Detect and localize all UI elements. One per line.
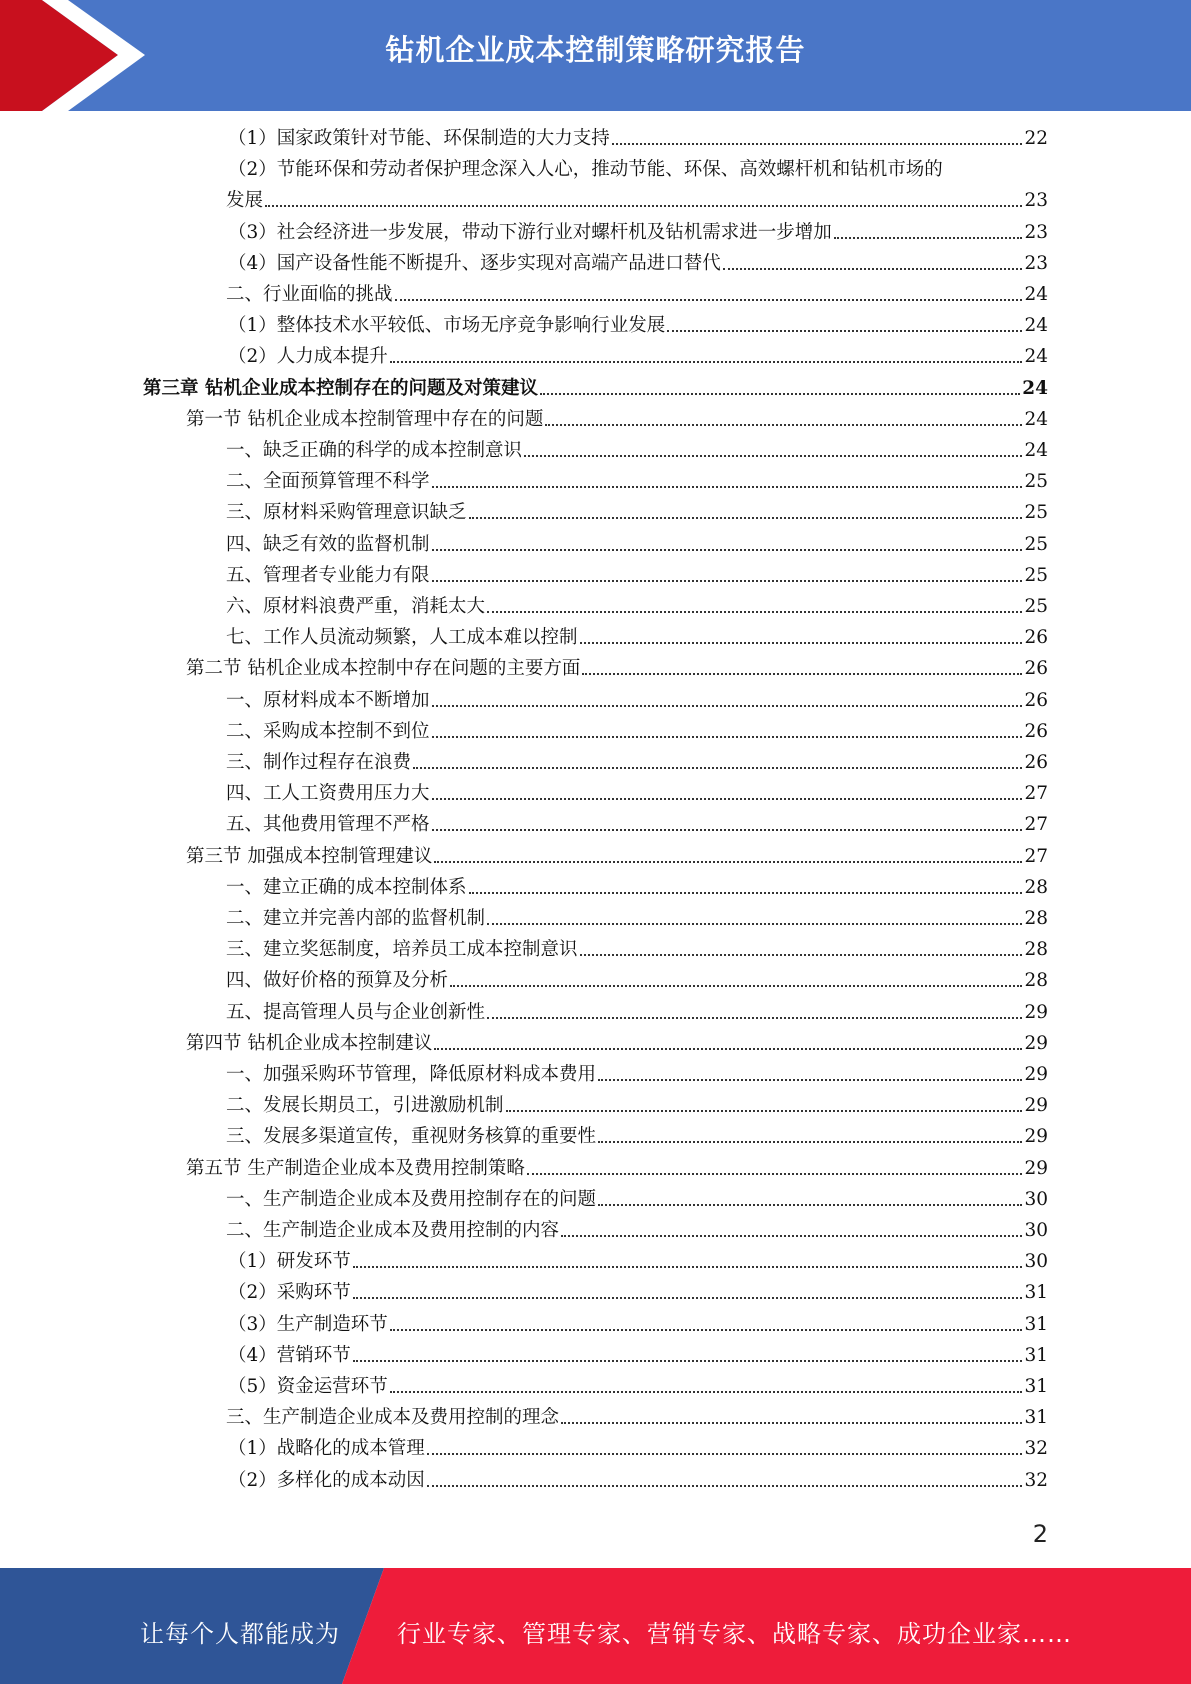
toc-dot-leader (390, 361, 1023, 363)
toc-dot-leader (612, 143, 1023, 145)
toc-page-number: 31 (1024, 1376, 1048, 1397)
toc-entry-title: 四、缺乏有效的监督机制 (226, 533, 430, 555)
toc-entry[interactable] (226, 1188, 1048, 1212)
toc-entry[interactable] (228, 314, 1048, 338)
toc-dot-leader (487, 611, 1022, 613)
toc-entry-title: 第三章 钻机企业成本控制存在的问题及对策建议 (143, 377, 538, 399)
toc-page-number: 29 (1024, 1095, 1048, 1117)
toc-entry[interactable] (226, 1094, 1048, 1118)
toc-entry[interactable] (226, 1219, 1048, 1243)
toc-entry-title: 二、行业面临的挑战 (226, 284, 393, 305)
toc-page-number: 26 (1024, 658, 1048, 680)
toc-section-entry[interactable] (186, 1157, 1048, 1181)
toc-page-number: 22 (1024, 128, 1048, 149)
toc-entry[interactable] (228, 158, 1048, 182)
toc-dot-leader (432, 705, 1023, 707)
toc-entry[interactable] (226, 1063, 1048, 1087)
toc-page-number: 23 (1024, 252, 1048, 274)
footer-slogan-right: 行业专家、管理专家、营销专家、战略专家、成功企业家…… (397, 1620, 1072, 1648)
toc-entry[interactable] (228, 1469, 1048, 1493)
toc-page-number: 25 (1024, 533, 1048, 555)
toc-dot-leader (432, 736, 1023, 738)
toc-page-number: 31 (1024, 1282, 1048, 1304)
toc-page-number: 29 (1024, 1032, 1048, 1054)
toc-entry-title: 三、原材料采购管理意识缺乏 (226, 502, 467, 524)
toc-entry-title: 二、发展长期员工，引进激励机制 (226, 1095, 504, 1117)
toc-dot-leader (353, 1360, 1023, 1362)
toc-page-number: 24 (1024, 346, 1048, 368)
toc-entry-title: 发展 (226, 190, 264, 212)
toc-entry[interactable] (228, 127, 1048, 151)
toc-entry[interactable] (226, 689, 1048, 713)
toc-page-number: 24 (1024, 284, 1048, 305)
toc-entry-title: （2）多样化的成本动因 (228, 1469, 425, 1491)
toc-page-number: 32 (1024, 1469, 1048, 1491)
toc-entry[interactable] (226, 1125, 1048, 1149)
document-title: 钻机企业成本控制策略研究报告 (385, 33, 806, 67)
toc-entry-title: （3）社会经济进一步发展，带动下游行业对螺杆机及钻机需求进一步增加 (228, 221, 832, 243)
toc-entry[interactable] (226, 533, 1048, 557)
toc-dot-leader (580, 642, 1023, 644)
toc-dot-leader (427, 1485, 1023, 1487)
toc-page-number: 23 (1024, 190, 1048, 212)
toc-entry-title: 第二节 钻机企业成本控制中存在问题的主要方面 (186, 658, 581, 680)
toc-entry-title: 一、建立正确的成本控制体系 (226, 876, 467, 898)
toc-entry[interactable] (228, 1375, 1048, 1399)
toc-section-entry[interactable] (186, 657, 1048, 681)
toc-entry[interactable] (228, 345, 1048, 369)
toc-dot-leader (432, 549, 1023, 551)
toc-dot-leader (413, 767, 1022, 769)
toc-page-number: 29 (1024, 1126, 1048, 1148)
toc-entry[interactable] (226, 501, 1048, 525)
toc-entry[interactable] (226, 813, 1048, 837)
toc-entry[interactable] (226, 907, 1048, 931)
toc-entry-title: 第四节 钻机企业成本控制建议 (186, 1032, 433, 1054)
toc-dot-leader (432, 798, 1023, 800)
toc-entry-title: 一、缺乏正确的科学的成本控制意识 (226, 440, 523, 461)
toc-dot-leader (580, 954, 1023, 956)
toc-page-number: 28 (1024, 876, 1048, 898)
toc-dot-leader (834, 237, 1023, 239)
toc-entry[interactable] (228, 1281, 1048, 1305)
toc-entry[interactable] (228, 1344, 1048, 1368)
page-footer (0, 1568, 1191, 1684)
toc-entry[interactable] (226, 720, 1048, 744)
toc-entry-title: （2）节能环保和劳动者保护理念深入人心，推动节能、环保、高效螺杆机和钻机市场的 (228, 159, 943, 181)
toc-page-number: 31 (1024, 1407, 1048, 1429)
toc-entry[interactable] (228, 1437, 1048, 1461)
toc-page-number: 25 (1024, 471, 1048, 493)
toc-page-number: 26 (1024, 752, 1048, 773)
toc-page-number: 32 (1024, 1438, 1048, 1460)
page-number: 2 (1032, 1520, 1048, 1548)
toc-entry[interactable] (228, 221, 1048, 245)
toc-entry[interactable] (226, 938, 1048, 962)
toc-entry-title: 七、工作人员流动频繁，人工成本难以控制 (226, 627, 578, 649)
footer-slogan-left: 让每个人都能成为 (140, 1620, 340, 1648)
toc-dot-leader (540, 393, 1020, 395)
toc-dot-leader (353, 1266, 1023, 1268)
toc-entry-title: 三、发展多渠道宣传，重视财务核算的重要性 (226, 1126, 597, 1148)
toc-dot-leader (469, 517, 1023, 519)
toc-dot-leader (667, 330, 1022, 332)
toc-dot-leader (506, 1110, 1023, 1112)
toc-dot-leader (598, 1141, 1022, 1143)
toc-entry-title: （4）国产设备性能不断提升、逐步实现对高端产品进口替代 (228, 252, 721, 274)
toc-entry-title: 二、采购成本控制不到位 (226, 720, 430, 742)
toc-page-number: 25 (1024, 596, 1048, 617)
toc-page-number: 24 (1022, 377, 1048, 399)
toc-dot-leader (524, 455, 1022, 457)
toc-dot-leader (561, 1422, 1022, 1424)
toc-entry[interactable] (226, 782, 1048, 806)
toc-dot-leader (723, 268, 1023, 270)
toc-entry-title: 第一节 钻机企业成本控制管理中存在的问题 (186, 408, 544, 430)
toc-entry-title: 二、生产制造企业成本及费用控制的内容 (226, 1220, 560, 1241)
toc-dot-leader (353, 1297, 1023, 1299)
toc-page-number: 29 (1024, 1157, 1048, 1179)
toc-entry[interactable] (226, 1406, 1048, 1430)
toc-dot-leader (598, 1204, 1022, 1206)
toc-entry-title: 四、做好价格的预算及分析 (226, 970, 449, 992)
toc-entry-title: 六、原材料浪费严重，消耗太大 (226, 596, 486, 617)
toc-page-number: 30 (1024, 1220, 1048, 1241)
toc-page-number: 28 (1024, 970, 1048, 992)
toc-chapter-entry[interactable] (143, 377, 1048, 401)
toc-dot-leader (395, 299, 1023, 301)
toc-entry-title: 一、原材料成本不断增加 (226, 689, 430, 711)
toc-page-number: 30 (1024, 1251, 1048, 1273)
toc-page-number: 24 (1024, 408, 1048, 430)
toc-dot-leader (450, 985, 1022, 987)
toc-page-number: 27 (1024, 783, 1048, 805)
toc-page-number: 26 (1024, 720, 1048, 742)
toc-page-number: 29 (1024, 1064, 1048, 1085)
toc-section-entry[interactable] (186, 845, 1048, 869)
toc-entry[interactable] (226, 283, 1048, 307)
toc-entry-title: 第五节 生产制造企业成本及费用控制策略 (186, 1157, 525, 1179)
toc-dot-leader (434, 1048, 1022, 1050)
toc-entry[interactable] (226, 1001, 1048, 1025)
toc-entry-title: 三、建立奖惩制度，培养员工成本控制意识 (226, 939, 578, 961)
toc-entry[interactable] (226, 564, 1048, 588)
toc-dot-leader (432, 829, 1023, 831)
toc-dot-leader (432, 580, 1023, 582)
toc-dot-leader (390, 1391, 1023, 1393)
toc-entry[interactable] (226, 751, 1048, 775)
toc-dot-leader (487, 923, 1022, 925)
toc-entry[interactable] (226, 189, 1048, 213)
toc-page-number: 30 (1024, 1188, 1048, 1210)
toc-dot-leader (390, 1329, 1023, 1331)
toc-entry-title: 第三节 加强成本控制管理建议 (186, 845, 433, 867)
toc-entry-title: 五、管理者专业能力有限 (226, 564, 430, 586)
toc-entry-title: （1）研发环节 (228, 1251, 351, 1273)
toc-entry[interactable] (226, 439, 1048, 463)
toc-section-entry[interactable] (186, 1032, 1048, 1056)
toc-dot-leader (561, 1235, 1022, 1237)
toc-page-number: 24 (1024, 440, 1048, 461)
toc-entry-title: 五、提高管理人员与企业创新性 (226, 1001, 486, 1023)
toc-entry[interactable] (228, 252, 1048, 276)
toc-entry-title: （2）采购环节 (228, 1282, 351, 1304)
toc-entry-title: 一、生产制造企业成本及费用控制存在的问题 (226, 1188, 597, 1210)
toc-entry-title: （1）战略化的成本管理 (228, 1438, 425, 1460)
toc-entry-title: （1）整体技术水平较低、市场无序竞争影响行业发展 (228, 315, 666, 337)
toc-dot-leader (487, 1017, 1022, 1019)
toc-entry[interactable] (226, 626, 1048, 650)
toc-entry[interactable] (228, 1250, 1048, 1274)
toc-section-entry[interactable] (186, 408, 1048, 432)
toc-page-number: 26 (1024, 627, 1048, 649)
toc-page-number: 28 (1024, 908, 1048, 929)
toc-entry[interactable] (226, 876, 1048, 900)
toc-page-number: 31 (1024, 1344, 1048, 1366)
toc-entry-title: 三、生产制造企业成本及费用控制的理念 (226, 1407, 560, 1429)
toc-entry[interactable] (228, 1313, 1048, 1337)
toc-entry-title: （3）生产制造环节 (228, 1313, 388, 1335)
toc-page-number: 23 (1024, 221, 1048, 243)
toc-dot-leader (582, 673, 1022, 675)
toc-entry[interactable] (226, 969, 1048, 993)
toc-page-number: 24 (1024, 315, 1048, 337)
toc-entry-title: （5）资金运营环节 (228, 1376, 388, 1397)
toc-page-number: 25 (1024, 502, 1048, 524)
toc-entry-title: 二、建立并完善内部的监督机制 (226, 908, 486, 929)
toc-page-number: 27 (1024, 814, 1048, 836)
toc-entry-title: （1）国家政策针对节能、环保制造的大力支持 (228, 128, 610, 149)
toc-entry[interactable] (226, 595, 1048, 619)
toc-entry-title: 三、制作过程存在浪费 (226, 752, 412, 773)
toc-page-number: 27 (1024, 845, 1048, 867)
toc-dot-leader (527, 1173, 1023, 1175)
toc-entry-title: 二、全面预算管理不科学 (226, 471, 430, 493)
toc-dot-leader (434, 861, 1022, 863)
toc-entry-title: 五、其他费用管理不严格 (226, 814, 430, 836)
page-header (0, 0, 1191, 111)
toc-entry-title: 一、加强采购环节管理，降低原材料成本费用 (226, 1064, 597, 1085)
toc-dot-leader (265, 205, 1022, 207)
toc-dot-leader (432, 486, 1023, 488)
toc-page-number: 25 (1024, 564, 1048, 586)
toc-entry[interactable] (226, 470, 1048, 494)
toc-page-number: 28 (1024, 939, 1048, 961)
toc-entry-title: （2）人力成本提升 (228, 346, 388, 368)
toc-page-number: 26 (1024, 689, 1048, 711)
toc-dot-leader (469, 892, 1023, 894)
toc-dot-leader (427, 1453, 1023, 1455)
toc-entry-title: （4）营销环节 (228, 1344, 351, 1366)
toc-page-number: 31 (1024, 1313, 1048, 1335)
toc-page-number: 29 (1024, 1001, 1048, 1023)
toc-entry-title: 四、工人工资费用压力大 (226, 783, 430, 805)
toc-dot-leader (598, 1079, 1022, 1081)
toc-dot-leader (545, 424, 1022, 426)
